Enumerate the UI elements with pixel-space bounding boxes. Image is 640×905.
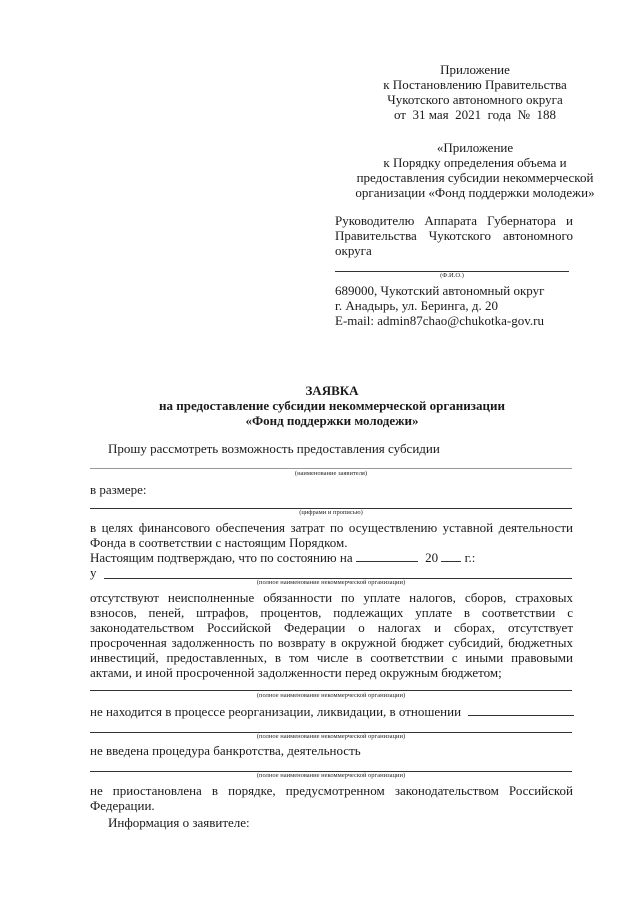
purpose-block: [90, 520, 573, 550]
document-title: [90, 383, 574, 428]
appendix-line-3: Чукотского автономного округа: [387, 92, 563, 107]
absent-line-4: просроченная задолженность по возврату в окружной бюджет субсидий, бюджетных: [90, 635, 573, 650]
appendix2-line-2: к Порядку определения объема и: [383, 155, 567, 170]
suspended-block: [90, 783, 573, 813]
reorg-line: [90, 704, 573, 719]
applicant-caption: (наименование заявителя): [294, 470, 368, 477]
addressee-line-1: Руководителю Аппарата Губернатора и: [335, 213, 573, 228]
org-caption-1: (полное наименование некоммерческой организации): [256, 579, 406, 586]
title-sub-1: на предоставление субсидии некоммерческой организации: [159, 398, 505, 413]
appendix-block: [360, 62, 590, 122]
confirm-year: 20: [425, 550, 439, 565]
fio-caption: (Ф.И.О.): [440, 272, 464, 279]
bankrupt-text: не введена процедура банкротства, деятельность: [90, 743, 361, 758]
amount-caption: (цифрами и прописью): [299, 509, 363, 516]
applicant-line: [90, 468, 572, 469]
absent-line-1: отсутствуют неисполненные обязанности по уплате налогов, сборов, страховых: [90, 590, 573, 605]
org-caption-3: (полное наименование некоммерческой организации): [256, 733, 406, 740]
year-blank[interactable]: [441, 550, 461, 562]
confirm-suffix: г.:: [464, 550, 476, 565]
appendix2-line-4: организации «Фонд поддержки молодежи»: [355, 185, 595, 200]
confirm-prefix: Настоящим подтверждаю, что по состоянию на: [90, 550, 353, 565]
appendix-line-4: от 31 мая 2021 года № 188: [393, 107, 557, 122]
absent-line-5: инвестиций, предоставленных, в том числе в соответствии с иными правовыми: [90, 650, 573, 665]
address-email: E-mail: admin87chao@chukotka-gov.ru: [335, 313, 544, 328]
appendix2-block: [345, 140, 605, 200]
suspended-line-1: не приостановлена в порядке, предусмотренном законодательством Российской: [90, 783, 573, 798]
absent-block: [90, 590, 573, 680]
request-text: Прошу рассмотреть возможность предоставления субсидии: [108, 441, 440, 456]
org-caption-4: (полное наименование некоммерческой организации): [256, 772, 406, 779]
absent-line-2: взносов, пеней, штрафов, процентов, подлежащих уплате в соответствии с: [90, 605, 573, 620]
title-main: ЗАЯВКА: [305, 383, 359, 398]
confirm-line: [90, 550, 573, 565]
absent-line-3: законодательством Российской Федерации о налогах и сборах, отсутствует: [90, 620, 573, 635]
appendix2-line-1: «Приложение: [436, 140, 514, 155]
reorg-blank[interactable]: [468, 704, 574, 716]
addressee-line-3: округа: [335, 243, 372, 258]
absent-line-6: актами, и иной просроченной задолженности перед окружным бюджетом;: [90, 665, 502, 680]
title-sub-2: «Фонд поддержки молодежи»: [245, 413, 419, 428]
purpose-line-2: Фонда в соответствии с настоящим Порядком.: [90, 535, 348, 550]
org-line-2: [90, 690, 572, 691]
info-heading: Информация о заявителе:: [108, 815, 250, 830]
appendix-line-2: к Постановлению Правительства: [383, 77, 567, 92]
purpose-line-1: в целях финансового обеспечения затрат по осуществлению уставной деятельности: [90, 520, 573, 535]
date-blank[interactable]: [356, 550, 418, 562]
suspended-line-2: Федерации.: [90, 798, 155, 813]
address-block: [335, 283, 585, 328]
addressee-block: [335, 213, 573, 258]
reorg-text: не находится в процессе реорганизации, ликвидации, в отношении: [90, 704, 462, 719]
appendix2-line-3: предоставления субсидии некоммерческой: [356, 170, 594, 185]
address-line-2: г. Анадырь, ул. Беринга, д. 20: [335, 298, 499, 313]
u-label: у: [90, 565, 97, 580]
address-line-1: 689000, Чукотский автономный округ: [335, 283, 545, 298]
amount-label: в размере:: [90, 482, 147, 497]
appendix-line-1: Приложение: [440, 62, 510, 77]
org-caption-2: (полное наименование некоммерческой организации): [256, 692, 406, 699]
addressee-line-2: Правительства Чукотского автономного: [335, 228, 573, 243]
